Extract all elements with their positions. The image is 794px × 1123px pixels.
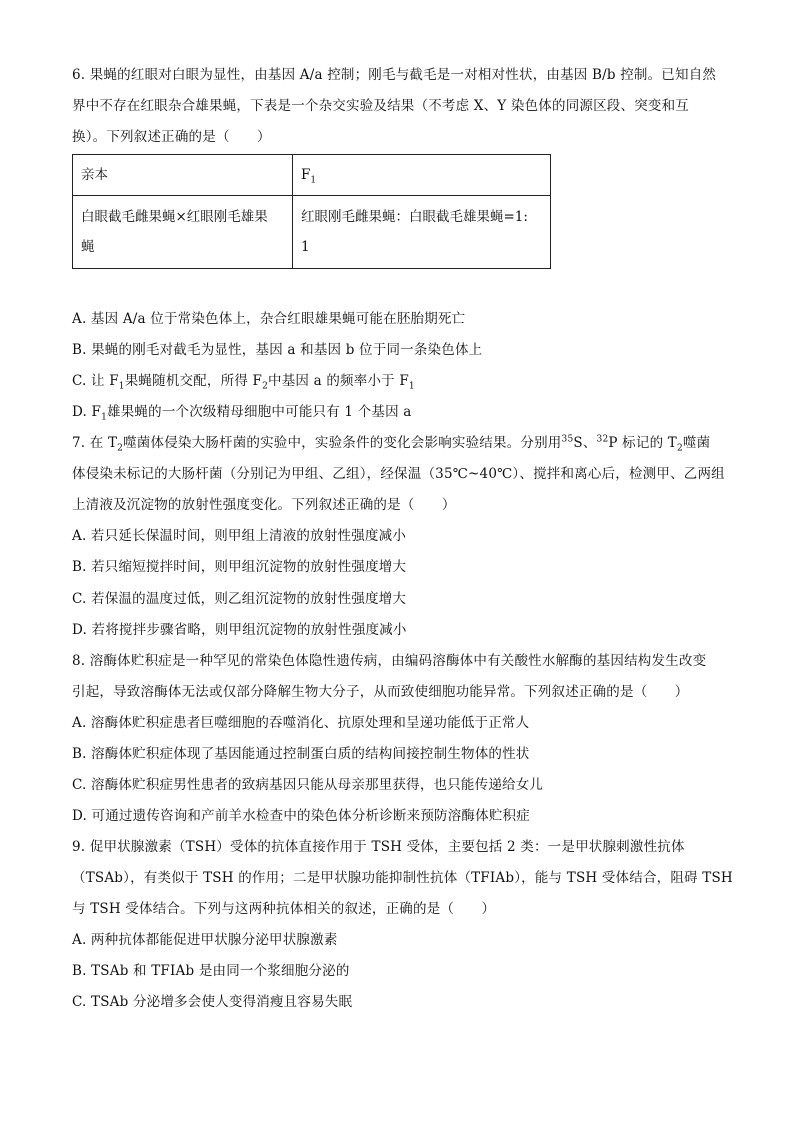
q8-stem-line-1: 8. 溶酶体贮积症是一种罕见的常染色体隐性遗传病，由编码溶酶体中有关酸性水解酶的基因结构发生改变 <box>72 653 707 669</box>
q6-option-d-sub: 1 <box>101 412 108 423</box>
header-parent-cell <box>73 155 293 196</box>
q7-stem-part-c: S、 <box>573 435 597 451</box>
table-data-row <box>73 196 551 269</box>
q7-stem-sub-2: 2 <box>676 443 683 454</box>
header-f1-cell <box>293 155 551 196</box>
header-f1-subscript: 1 <box>310 175 317 186</box>
q9-option-c: C. TSAb 分泌增多会使人变得消瘦且容易失眠 <box>72 994 353 1010</box>
parent-cell <box>73 196 293 269</box>
q7-option-c: C. 若保温的温度过低，则乙组沉淀物的放射性强度增大 <box>72 591 407 607</box>
q7-stem-sub-1: 2 <box>117 443 124 454</box>
q6-option-a: A. 基因 A/a 位于常染色体上，杂合红眼雄果蝇可能在胚胎期死亡 <box>72 311 466 327</box>
q6-option-c-sub3: 1 <box>408 381 415 392</box>
q7-stem-sup-2: 32 <box>596 434 609 445</box>
q8-option-a: A. 溶酶体贮积症患者巨噬细胞的吞噬消化、抗原处理和呈递功能低于正常人 <box>72 715 530 731</box>
f1-text-line-1: 红眼刚毛雌果蝇：白眼截毛雄果蝇=1: <box>301 209 528 225</box>
q6-option-c-sub2: 2 <box>262 381 269 392</box>
q9-stem-line-3: 与 TSH 受体结合。下列与这两种抗体相关的叙述，正确的是（ ） <box>72 901 496 917</box>
q9-stem-line-1: 9. 促甲状腺激素（TSH）受体的抗体直接作用于 TSH 受体，主要包括 2 类：一是甲状腺刺激性抗体 <box>72 839 685 855</box>
q8-option-b: B. 溶酶体贮积症体现了基因能通过控制蛋白质的结构间接控制生物体的性状 <box>72 746 530 762</box>
q6-stem-line-1: 6. 果蝇的红眼对白眼为显性，由基因 A/a 控制；刚毛与截毛是一对相对性状，由基因 B/b 控制。已知自然 <box>72 67 717 83</box>
q9-option-a: A. 两种抗体都能促进甲状腺分泌甲状腺激素 <box>72 932 338 948</box>
q7-stem-part-b: 噬菌体侵染大肠杆菌的实验中，实验条件的变化会影响实验结果。分别用 <box>123 435 562 451</box>
q6-option-c-mid: 果蝇随机交配，所得 F <box>124 373 263 389</box>
q7-stem-line-2: 体侵染未标记的大肠杆菌（分别记为甲组、乙组），经保温（35℃~40℃）、搅拌和离心后，检测甲、乙两组 <box>72 466 725 482</box>
q7-option-d: D. 若将搅拌步骤省略，则甲组沉淀物的放射性强度减小 <box>72 622 407 638</box>
parent-text-line-1: 白眼截毛雌果蝇×红眼刚毛雄果 <box>81 209 268 225</box>
q6-cross-table <box>72 154 551 269</box>
q7-stem-line-1 <box>72 434 710 452</box>
header-f1-text: F <box>301 167 311 183</box>
q6-option-c-prefix: C. 让 F <box>72 373 119 389</box>
q9-stem-line-2: （TSAb），有类似于 TSH 的作用；二是甲状腺功能抑制性抗体（TFIAb），能与 TSH 受体结合，阻碍 TSH <box>72 870 733 886</box>
q7-stem-part-d: P 标记的 T <box>608 435 677 451</box>
f1-text-line-2: 1 <box>301 239 310 255</box>
table-header-row <box>73 155 551 196</box>
q7-stem-line-3: 上清液及沉淀物的放射性强度变化。下列叙述正确的是（ ） <box>72 497 456 513</box>
q7-stem-sup-1: 35 <box>561 434 574 445</box>
q6-stem-line-2: 界中不存在红眼杂合雄果蝇，下表是一个杂交实验及结果（不考虑 X、Y 染色体的同源区段、突变和互 <box>72 98 690 114</box>
q8-stem-line-2: 引起，导致溶酶体无法或仅部分降解生物大分子，从而致使细胞功能异常。下列叙述正确的是（ ） <box>72 684 689 700</box>
q6-stem-line-3: 换）。下列叙述正确的是（ ） <box>72 129 271 145</box>
f1-cell <box>293 196 551 269</box>
q6-option-d <box>72 403 412 421</box>
q7-option-b: B. 若只缩短搅拌时间，则甲组沉淀物的放射性强度增大 <box>72 559 407 575</box>
q6-option-d-prefix: D. F <box>72 404 102 420</box>
q7-option-a: A. 若只延长保温时间，则甲组上清液的放射性强度减小 <box>72 528 407 544</box>
q7-stem-part-a: 7. 在 T <box>72 435 118 451</box>
q7-stem-part-e: 噬菌 <box>682 435 711 451</box>
q6-option-c <box>72 372 415 390</box>
q6-option-c-mid2: 中基因 a 的频率小于 F <box>268 373 409 389</box>
parent-text-line-2: 蝇 <box>81 239 95 255</box>
q8-option-c: C. 溶酶体贮积症男性患者的致病基因只能从母亲那里获得，也只能传递给女儿 <box>72 777 544 793</box>
q6-option-d-rest: 雄果蝇的一个次级精母细胞中可能只有 1 个基因 a <box>107 404 412 420</box>
q6-option-c-sub1: 1 <box>118 381 125 392</box>
q8-option-d: D. 可通过遗传咨询和产前羊水检查中的染色体分析诊断来预防溶酶体贮积症 <box>72 808 530 824</box>
header-parent-text: 亲本 <box>81 167 108 183</box>
q6-option-b: B. 果蝇的刚毛对截毛为显性，基因 a 和基因 b 位于同一条染色体上 <box>72 342 483 358</box>
q9-option-b: B. TSAb 和 TFIAb 是由同一个浆细胞分泌的 <box>72 963 350 979</box>
